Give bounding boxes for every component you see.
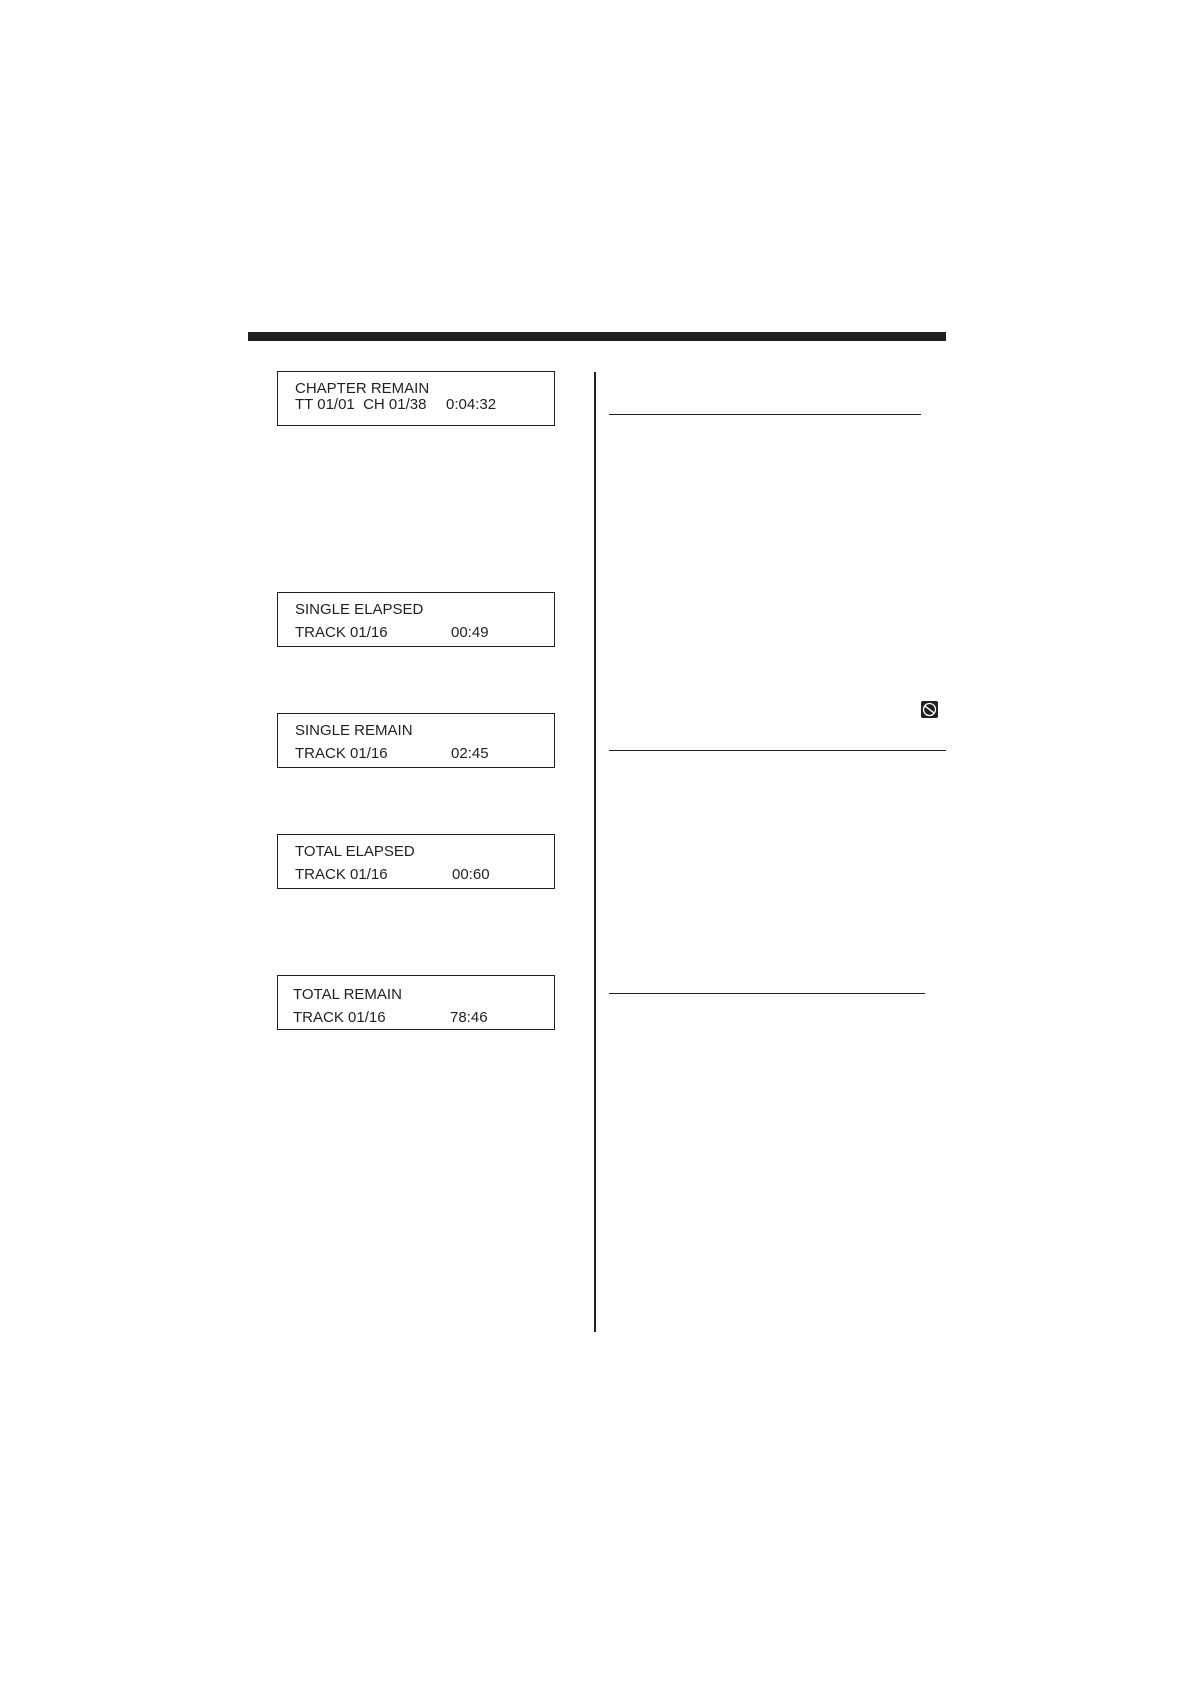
display-track-info: TRACK 01/16	[295, 866, 388, 883]
display-time: 0:04:32	[446, 396, 497, 413]
display-single-elapsed	[277, 592, 555, 647]
display-time: 02:45	[451, 745, 489, 762]
disc-icon	[921, 701, 938, 718]
display-total-remain	[277, 975, 555, 1030]
display-title: CHAPTER REMAIN	[295, 380, 430, 397]
display-time: 00:49	[451, 624, 489, 641]
header-bar	[248, 332, 946, 341]
display-title: TOTAL ELAPSED	[295, 843, 415, 860]
display-track-info: TT 01/01 CH 01/38	[295, 396, 427, 413]
display-title: SINGLE ELAPSED	[295, 601, 424, 618]
display-chapter-remain	[277, 371, 555, 426]
display-single-remain	[277, 713, 555, 768]
display-title: TOTAL REMAIN	[293, 986, 402, 1003]
display-title: SINGLE REMAIN	[295, 722, 413, 739]
display-track-info: TRACK 01/16	[295, 745, 388, 762]
display-time: 00:60	[452, 866, 490, 883]
section-rule	[609, 414, 921, 415]
display-track-info: TRACK 01/16	[295, 624, 388, 641]
section-rule	[609, 993, 925, 994]
display-track-info: TRACK 01/16	[293, 1009, 386, 1026]
section-rule	[609, 750, 946, 751]
display-time: 78:46	[450, 1009, 488, 1026]
display-total-elapsed	[277, 834, 555, 889]
column-divider	[594, 372, 596, 1332]
